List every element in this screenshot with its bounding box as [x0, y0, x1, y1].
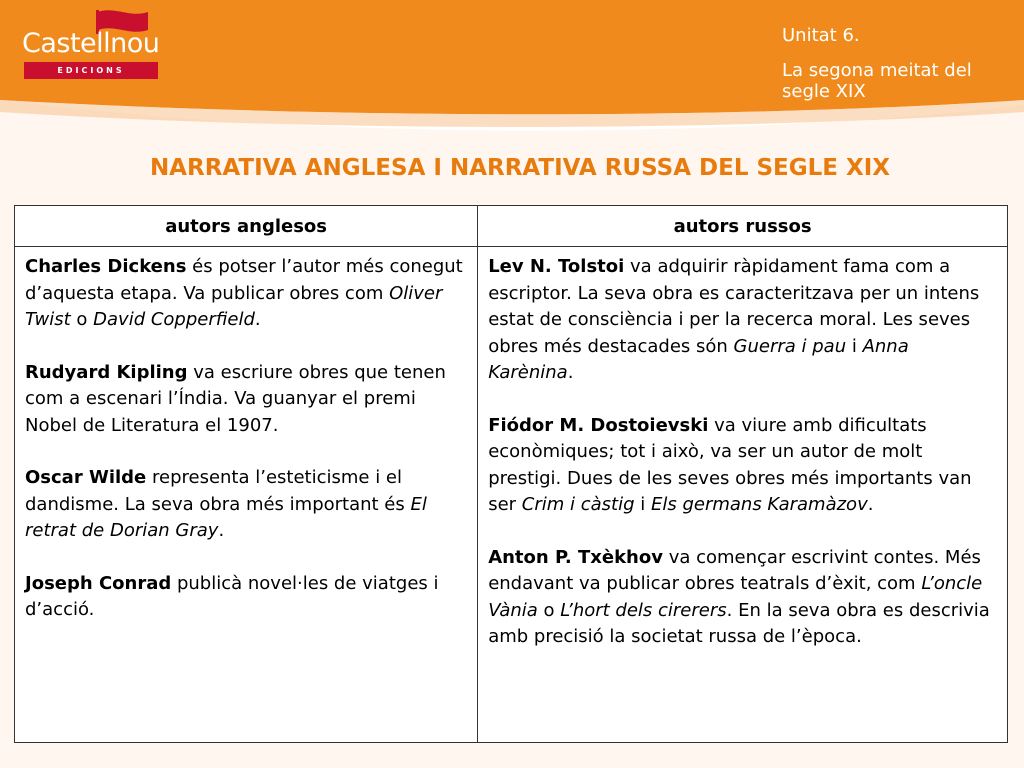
author-entry-txekhov: Anton P. Txèkhov va començar escrivint contes. Més endavant va publicar obres teatrals d’èxit, com L’oncle Vània o L’hort dels cirerers. En la seva obra es descrivia amb precisió la societat russa de l’època.: [488, 546, 990, 647]
author-name: Charles Dickens: [25, 256, 187, 277]
unit-info: [782, 25, 1012, 102]
work-title: El retrat de Dorian Gray: [25, 493, 427, 541]
work-title: David Copperfield: [93, 309, 255, 330]
logo-name: Castellnou: [22, 28, 160, 59]
russian-authors-cell: [478, 247, 1008, 743]
author-entry-dickens: Charles Dickens és potser l’autor més conegut d’aquesta etapa. Va publicar obres com Oliver Twist o David Copperfield.: [25, 256, 463, 330]
author-name: Rudyard Kipling: [25, 361, 188, 383]
page-title: NARRATIVA ANGLESA I NARRATIVA RUSSA DEL SEGLE XIX: [149, 155, 891, 181]
author-name: Oscar Wilde: [25, 467, 147, 488]
author-entry-kipling: Rudyard Kipling va escriure obres que tenen com a escenari l’Índia. Va guanyar el premi Nobel de Literatura el 1907.: [25, 361, 446, 436]
work-title: Anna Karènina: [488, 335, 909, 383]
work-title: Els germans Karamàzov: [650, 494, 868, 515]
work-title: Oliver Twist: [25, 282, 443, 330]
table-row: [15, 247, 1008, 743]
author-name: Anton P. Txèkhov: [488, 546, 663, 568]
unit-subtitle: La segona meitat del segle XIX: [782, 60, 972, 102]
author-name: Fiódor M. Dostoievski: [488, 414, 709, 436]
column-header-russian: autors russos: [478, 206, 1008, 247]
work-title: L’oncle Vània: [488, 573, 983, 621]
english-authors-cell: [15, 247, 478, 743]
column-header-english: autors anglesos: [15, 206, 478, 247]
author-entry-dostoievski: Fiódor M. Dostoievski va viure amb dificultats econòmiques; tot i això, va ser un autor de molt prestigi. Dues de les seves obres més importants van ser Crim i càstig i Els germans Karamàzov.: [488, 414, 972, 515]
author-name: Lev N. Tolstoi: [488, 256, 625, 277]
author-entry-conrad: Joseph Conrad publicà novel·les de viatges i d’acció.: [25, 572, 439, 620]
header: [0, 0, 1024, 130]
work-title: Guerra i pau: [733, 335, 847, 357]
work-title: L’hort dels cirerers: [560, 599, 727, 621]
authors-table: [14, 205, 1008, 743]
unit-title: Unitat 6.: [782, 25, 860, 46]
table-header-row: [15, 206, 1008, 247]
publisher-logo: [22, 8, 172, 78]
work-title: Crim i càstig: [521, 494, 635, 515]
logo-subtitle: EDICIONS: [57, 66, 125, 75]
author-entry-wilde: Oscar Wilde representa l’esteticisme i el dandisme. La seva obra més important és El retrat de Dorian Gray.: [25, 467, 427, 541]
author-entry-tolstoi: Lev N. Tolstoi va adquirir ràpidament fama com a escriptor. La seva obra es caracteritzava per un intens estat de consciència i per la recerca moral. Les seves obres més destacades són Guerra i pau i Anna Karènina.: [488, 256, 980, 383]
author-name: Joseph Conrad: [25, 572, 172, 594]
